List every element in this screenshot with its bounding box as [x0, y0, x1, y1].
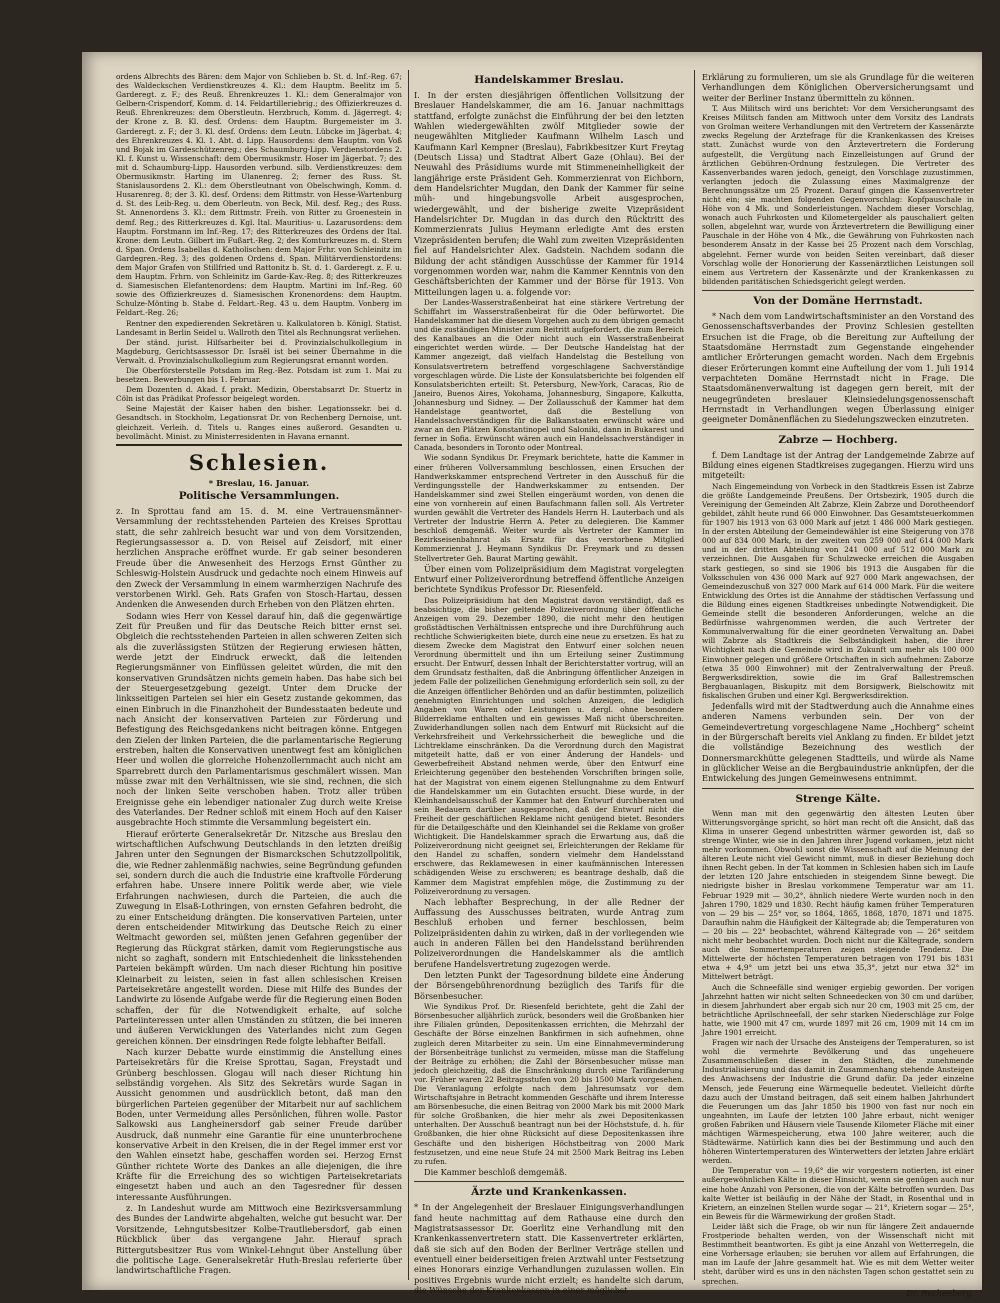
- section-divider: [702, 788, 974, 789]
- column-right: [702, 72, 974, 1298]
- article-paragraph: Jedenfalls wird mit der Stadtwerdung auch die Annahme eines anderen Namens verbunden sein. Der von der Gemeindevertretung vorgeschlagene Name „Hochberg“ scheint in der Bürgerschaft bereits viel Anklang zu finden. Er bildet jetzt die vollständige Bezeichnung des westlich der Donnersmarckhütte gelegenen Stadtteils, und würde als Name in glücklicher Weise an die Bergbauindustrie anknüpfen, der die Entwickelung des jungen Gemeinwesens entnimmt.: [702, 700, 974, 784]
- article-paragraph: Sodann wies Herr von Kessel darauf hin, daß die gegenwärtige Zeit für Preußen und für das Deutsche Reich bitter ernst sei. Obgleich die rechtsstehenden Parteien in allen schweren Zeiten sich als die zuverlässigsten Stützen der Regierung erwiesen hätten, werde jetzt der Eindruck erweckt, daß die leitenden Regierungsmänner von Einflüssen geleitet würden, die mit den konservativen Grundsätzen nichts gemein haben. Das habe sich bei der Steuergesetzgebung gezeigt. Unter dem Drucke der linksseitigen Parteien sei hier ein Gesetz zustande gekommen, das einen Einbruch in die Finanzhoheit der Bundesstaaten bedeute und nach Ansicht der konservativen Parteien zur Förderung und Befestigung des Reichsgedankens nicht beitragen könne. Entgegen den Zielen der linken Parteien, die die parlamentarische Regierung erstreben, halten die Konservativen unentwegt fest am königlichen Heer und wollen die glorreiche Hohenzollernmacht auch nicht am Sparrebrett durch den Parlamentarismus geschmälert wissen. Man müsse zwar mit den Verhältnissen, wie sie sind, rechnen, die sich noch der linken Seite verschoben haben. Trotz aller trüben Ereignisse gehe ein lebendiger nationaler Zug durch weite Kreise des Vaterlandes. Der Redner schloß mit einem Hoch auf den Kaiser ausgebrachte Hoch stimmte die Versammlung begeistert ein.: [116, 610, 402, 828]
- column-rule: [408, 70, 409, 1280]
- section-heading-schlesien: Schlesien.: [188, 449, 330, 475]
- article-paragraph: Erklärung zu formulieren, um sie als Grundlage für die weiteren Verhandlungen dem Königlichen Oberversicherungsamt und weiter der Berliner Instanz übermitteln zu können.: [702, 72, 974, 103]
- column-rule: [694, 70, 695, 1280]
- article-paragraph: Wenn man mit den gegenwärtig den ältesten Leuten über Witterungsvorgänge spricht, so hört man recht oft die Ansicht, daß das Klima in unserer Gegend unbestritten wärmer geworden ist, daß so strenge Winter, wie sie in den Jahren ihrer Jugend vorkamen, jetzt nicht mehr vorkommen. Obwohl sonst die Wissenschaft auf die Meinung der älteren Leute nicht viel Gewicht nimmt, muß in dieser Beziehung doch ihnen Recht geben. In der Tat kommen in Schlesien haben sich im Laufe der letzten 120 Jahre entschieden in steigendem Sinne bewegt. Die niedrigste bisher in Breslau vorkommene Temperatur war am 11. Februar 1929 mit — 30,2°, ähnlich niedere Werte wurden noch in den Jahren 1790, 1829 und 1830. Recht häufig kamen früher Temperaturen von — 29 bis — 25° vor, so 1864, 1865, 1868, 1870, 1871 und 1875. Daraufhin nahm die Häufigkeit der Kältegrade ab; die Temperaturen von — 20 bis — 22° beobachtet, während Kältegrade von — 26° seitdem nicht mehr beobachtet wurden. Doch nicht nur die Kältegrade, sondern auch die Sommertemperaturen zeigen steigende Tendenz. Die Mittelwerte der höchsten Temperaturen betragen von 1791 bis 1831 etwa + 4,9° um jetzt bei uns etwa 35,3°, jetzt nur etwa 32° im Mittelwert beträgt.: [702, 808, 974, 982]
- article-paragraph: * In der Angelegenheit der Breslauer Einigungsverhandlungen fand heute nachmittag auf dem Rathause eine durch den Magistratsassessor Dr. Goerlitz eine Verhandlung mit den Krankenkassenvertretern statt. Die Kassenvertreter erklärten, daß sie sich auf den Boden der Berliner Verträge stellen und eventuell einer beiderseitigen freien Arztwahl unter Festsetzung eines Honorars einzige Verhandlungen zuzulassen wollen. Ein positives Ergebnis wurde nicht erzielt; es handelte sich darum, die Wünsche der Krankenkassen in einer möglichst: [414, 1202, 684, 1295]
- article-paragraph: Nach lebhafter Besprechung, in der alle Redner der Auffassung des Ausschusses beitraten, wurde Antrag zum Beschluß erhoben und ferner beschlossen, beim Polizeipräsidenten dahin zu wirken, daß in der vorliegenden wie auch in anderen Fällen bei den Handelsstand berührenden Polizeiverordnungen die Handelskammer als die amtlich berufene Handelsvertretung zugezogen werde.: [414, 896, 684, 969]
- article-paragraph: Leider läßt sich die Frage, ob wir nun für längere Zeit andauernde Frostperiode behalten werden, von der Wissenschaft nicht mit Bestimmtheit beantworten. Es gibt ja eine Anzahl von Wetterregeln, die eine Vorhersage erlauben; sie beruhen vor allem auf Erfahrungen, die man im Laufe der Jahre gesammelt hat. Wie es mit dem Wetter weiter steht, darüber wird es uns in den nächsten Tagen schon gestattet sein zu sprechen.: [702, 1221, 974, 1286]
- vacancy-notice: Die Oberförsterstelle Potsdam im Reg.-Bez. Potsdam ist zum 1. Mai zu besetzen. Bewerbungen bis 1. Februar.: [116, 366, 402, 385]
- article-paragraph: Der Landes-Wasserstraßenbeirat hat eine stärkere Vertretung der Schiffahrt im Wasserstraßenbeirat für die Oder befürwortet. Die Handelskammer hat die diesem Vorgehen auch zu dem übrigen gemacht und die zuständigen Minister zum Beitritt aufgefordert, die zum Bereich des Kanalbaues an die Oder nicht auch ein Wasserstraßenbeirat eingerichtet werden würde. — Der Deutsche Handelstag hat der Kammer angezeigt, daß vielfach Handelstag die Bestellung von Konsulatsvertretern betreffend vorgeschlagene Sachverständige vorgeschlagen würde. Die Liste der Konsulatsberichte bei folgenden elf Konsulatsberichten erteilt: St. Petersburg, New-York, Caracas, Rio de Janeiro, Buenos Aires, Yokohama, Johannesburg, Singapore, Kalkutta, Johannesburg und Sidney. — Der Zollausschuß der Kammer hat dem Handelstage geantwortet, daß die Bestellung von Handelssachverständigen für die Balkanstaaten erwünscht wäre und zwar an den Plätzen Konstantinopel und Saloniki, dann in Bukarest und ferner in Sofia. Erwünscht wären auch ein Handelssachverständiger in Canada, besonders in Toronto oder Montreal.: [414, 297, 684, 453]
- article-heading-politische-versammlungen: Politische Versammlungen.: [178, 490, 340, 503]
- article-paragraph: Fragen wir nach der Ursache des Ansteigens der Temperaturen, so ist wohl die vermehrte Bevölkerung und das ungeheuere Zusammenschließen dieser in den Städten, die zunehmende Industrialisierung und das damit in Zusammenhang stehende Ansteigen des Anwachsens der Industrie die Grund dafür. Da jeder einzelne Mensch, jede Feuerung eine Wärmequelle bedeutet. Vielleicht dürfte dazu auch der Umstand beitragen, daß seit einem halben Jahrhundert die Feuerungen um das Jahr 1850 bis 1900 von fast nur noch ein ungeahnten, im Laufe der letzten 100 Jahre erbaut, nicht weniger großen Fabriken und Häusern viele Tausende Kilometer Fläche mit einer mächtigen Wärmespeicherung, etwa 100 Jahre weiterer, auch die Städtewärme. Natürlich kann dies bei der Bestimmung und auch den höheren Wintertemperaturen des Winterwetters der letzten Jahre erklärt werden.: [702, 1038, 974, 1166]
- column-middle: [414, 72, 684, 1295]
- article-paragraph: Hierauf erörterte Generalsekretär Dr. Nitzsche aus Breslau den wirtschaftlichen Aufschwung Deutschlands in den letzten dreißig Jahren unter den Segnungen der Bismarckschen Schutzzollpolitik, die, wie Redner zahlenmäßig nachwies, seine Begründung gefunden sei, sondern durch die auch die Industrie eine kraftvolle Förderung erfahren habe. Unsere innere Politik werde aber, wie viele Erfahrungen nachwiesen, durch die Parteien, die auch die Zuwegung in Elsaß-Lothringen, von ernsten Gefahren bedroht, die zu einer Entscheidung drängten. Die konservativen Parteien, unter deren entscheidender Mitwirkung das Deutsche Reich zu einer Weltmacht geworden sei, müßten jenen Gefahren gegenüber der Regierung das Rückgrat stärken, damit vom Regierungstische aus nicht so zaghaft, sondern mit Entschiedenheit die linksstehenden Parteien bekämpft würden. Um nach dieser Richtung hin positive Kleinarbeit zu leisten, seien in fast allen schlesischen Kreisen Parteisekretäre angestellt worden. Diese mit Hilfe des Bundes der Landwirte zu lösende Aufgabe werde für die Regierung einen Boden schaffen, der für die Notwendigkeit erhalte, auf solche Parteiinteressen unter allen Umständen zu stützen, die bei inneren und äußeren Verwicklungen des Vaterlandes nicht zum Gegen gereichen können. Der einsdringen Rede folgte lebhafter Beifall.: [116, 828, 402, 1046]
- appointment-notice: Der ständ. jurist. Hilfsarbeiter bei d. Provinzialschulkollegium in Magdeburg, Gerichtsassessor Dr. Israël ist bei seiner Übernahme in die Verwalt. d. Provinzialschulkollegium zum Regierungsrat ernannt worden.: [116, 337, 402, 365]
- professor-notice: Dem Dozenten d. Akad. f. prakt. Medizin, Oberstabsarzt Dr. Stuertz in Cöln ist das Prädikat Professor beigelegt worden.: [116, 385, 402, 404]
- article-paragraph: * Nach dem vom Landwirtschaftsminister an den Vorstand des Genossenschaftsverbandes der Provinz Schlesien gestellten Ersuchen ist die Frage, ob die Bereitung zur Aufteilung der Staatsdomäne Herrnstadt zum Gegenstande eingehender amtlicher Erörterungen gemacht worden. Nach dem Ergebnis dieser Erörterungen kommt eine Aufteilung der vom 1. Juli 1914 verpachteten Domäne Herrnstadt nicht in Frage. Die Staatsdomänenverwaltung ist dagegen gern bereit, mit der neugegründeten breslauer Kleinsiedelungsgenossenschaft Herrnstadt in Verhandlungen wegen Überlassung einiger geeigneter Domänenflächen zu Siedelungszwecken einzutreten.: [702, 310, 974, 425]
- article-paragraph: Die Kammer beschloß demgemäß.: [424, 1166, 567, 1177]
- awards-list-text: ordens Albrechts des Bären: dem Major von Schlieben b. St. d. Inf.-Reg. 67; des Waldeckschen Verdienstkreuzes 4. Kl.: dem Hauptm. Beelitz im 5. Garderegt. z. F.; des Reuß. Ehrenkreuzes 1. Kl.: dem Generalmajor von Gelbern-Crispendorf, Komm. d. 14. Feldartilleriebrig.; des Offizierkreuzes d. Reuß. Ehrenkreuzes: dem Oberstleutn. Herzbruch, Komm. d. Jägerregt. 4; der Krone z. B. Kl. desf. Ordens: dem Hauptm. Burgemeister im 3. Garderegt. z. F.; der 3. Kl. desf. Ordens: dem Leutn. Lübcke im Jägerbat. 4; des Ehrenkreuzes 4. Kl. 1. Abt. d. Lipp. Hausordens: dem Hauptm. von Voß und Bojak im Gardeschützenreg.; des Schaumburg-Lipp. Verdienstordens 2. Kl. f. Kunst u. Wissenschaft: dem Obermusikmstr. Hoser im Jägerbat. 7; des mit d. Schaumburg-Lipp. Hausorden verbund. silb. Verdienstkreuzes: dem Obermusikmstr. Harting im Ulanenreg. 2; ferner des Russ. St. Stanislausordens 2. Kl.: dem Oberstleutnant von Obelschwingh, Komm. d. Husarenreg. 8; der 3. Kl. desf. Ordens: dem Rittmstr. von Hesse-Wartenburg d. St. des Leib-Reg. u. dem Oberleutn. von Beck, Mil. desf. Reg.; des Russ. St. Annenordens 3. Kl.: dem Rittmstr. Freih. von Ritter zu Groenestein in demf. Reg.; des Ritterkreuzes d. Kgl. Ital. Mauritius- u. Lazarusordens: dem Hauptm. Forstmann im Inf.-Reg. 17; des Ritterkreuzes des Ordens der Ital. Krone: dem Leutn. Gilbert im Fußart.-Reg. 2; des Komturkreuzes m. d. Stern d. Span. Ordens Isabellas d. Katholischen: dem Major Frhr. von Schleinitz im Gardegren.-Reg. 3; des goldenen Ordens d. Span. Militärverdienstordens: dem Major Grafen von Stillfried und Rattonitz b. St. d. 1. Garderegt. z. F. u. dem Hauptm. Frhrn. von Schleinitz im Garde-Kav.-Reg. 8; des Ritterkreuzes d. Siamesischen Elefantenordens: dem Hauptm. Martini im Inf.-Reg. 60 sowie des Offizierkreuzes d. Siamesischen Kronenordens: dem Hauptm. Schulze-Mönting b. Stabe d. Feldart.-Reg. 43 u. dem Hauptm. Vonberg im Feldart.-Reg. 26;: [116, 72, 402, 318]
- article-paragraph: Wie sodann Syndikus Dr. Freymark berichtete, hatte die Kammer in einer früheren Vollversammlung beschlossen, einen Ersuchen der Handwerkskammer entsprechend Vertreter in den Ausschuß für die Verdingungsstelle der Handwerkskammer zu entsenden. Der Handelskammer sind zwei Stellen eingeräumt worden, von denen die eine von vornherein auf einen Baufachmann fallen soll. Als Vertreter wurden gewählt die Vertreter des Handels Herrn H. Lauterbach und als Vertreter der Industrie Herrn A. Peter zu delegieren. Die Kammer beschloß demgemäß. Weiter wurde als Vertreter der Kammer im Bezirkseisenbahnrat als Ersatz für das verstorbene Mitglied Kommerzienrat J. Heymann Syndikus Dr. Freymark und zu dessen Stellvertreter Geh. Baurat Marting gewählt.: [414, 453, 684, 563]
- article-paragraph: Nach kurzer Debatte wurde einstimmig die Anstellung eines Parteisekretärs für die Kreise Sprottau, Sagan, Freystadt und Grünberg beschlossen. Glogau will nach dieser Richtung hin selbständig vorgehen. Als Sitz des Sekretärs wurde Sagan in Aussicht genommen und ausdrücklich betont, daß man den bürgerlichen Parteien gegenüber der Mitarbeit nur auf sachlichem Boden, unter Vermeidung alles Persönlichen, führen wolle. Pastor Salkowski aus Langheinersdorf gab seiner Freude darüber Ausdruck, daß nunmehr eine Garantie für eine ununterbrochene konservative Arbeit in den Kreisen, die in der Regel immer erst vor den Wahlen einsetzt habe, geschaffen worden sei. Herzog Ernst Günther richtete Worte des Dankes an alle diejenigen, die ihre Kräfte für die Erreichung des so wichtigen Parteisekretariats eingesetzt haben und auch an den Tagesredner für dessen interessante Ausführungen.: [116, 1046, 402, 1202]
- column-left: [116, 72, 402, 1282]
- article-paragraph: f. Dem Landtage ist der Antrag der Landgemeinde Zabrze auf Bildung eines eigenen Stadtkreises zugegangen. Hierzu wird uns mitgeteilt:: [702, 449, 974, 481]
- section-divider: [702, 290, 974, 291]
- newspaper-page: [82, 52, 982, 1298]
- title-notice: Rentner den expedierenden Sekretären u. Kalkulatoren b. Königl. Statist. Landesamt in Berlin Seidel u. Wallroth den Titel als Rechnungsrat verliehen.: [116, 318, 402, 337]
- author-signature: Dr. Rechenberg.: [906, 1287, 974, 1298]
- article-paragraph: Wie Syndikus Prof. Dr. Riesenfeld berichtete, geht die Zahl der Börsenbesucher alljährlich zurück, besonders weil die Großbanken hier ihre Filialen gründen, Depositenkassen errichten, die Mehrzahl der Geschäfte der Börse einzelnen Bankfirmen in sich aufnehmen, ohne zugleich deren Mitarbeiter zu sein. Um eine Einnahmeverminderung der Börsenbeiträge tunlichst zu vermeiden, müsse man die Staffelung der Beiträge zu erhöhen; die Zahl der Börsenbesucher müsse man jedoch gleichzeitig, daß die Einschränkung durch eine Tarifänderung vor. Früher waren 22 Beitragsstufen von 20 bis 1500 Mark vorgesehen. Die Veranlagung erfolgte nach dem Jahresumsatz vor dem Wirtschaftsjahre in Betracht kommenden Geschäfte und ihrem Interesse am Börsenbesuche, die einen Beitrag von 2000 Mark bis mit 2000 Mark für solche Großbanken, die hier mehr als zwei Depositenkassen unterhalten. Der Ausschuß beantragt nun bei der Höchststufe, d. h. für Großbanken, die hier ohne Rücksicht auf diese Depositenkassen ihre Geschäfte und den bisherigen Höchstbeitrag von 2000 Mark festzusetzen, und eine neue Stufe 24 mit 2500 Mark Beitrag ins Leben zu rufen.: [414, 1002, 684, 1166]
- article-paragraph: Den letzten Punkt der Tagesordnung bildete eine Änderung der Börsengebührenordnung bezüglich des Tarifs für die Börsenbesucher.: [414, 970, 684, 1001]
- diplomat-notice: Seine Majestät der Kaiser haben den bisher. Legationssekr. bei d. Gesandtsch. in Stockholm, Legationsrat Dr. von Rechenberg Dernoise, unt. gleichzeit. Verleih. d. Titels u. Ranges eines außerord. Gesandten u. bevollmächt. Minist. zu Ministerresidenten in Havana ernannt.: [116, 404, 402, 441]
- article-paragraph: Über einen vom Polizeipräsidium dem Magistrat vorgelegten Entwurf einer Polizeiverordnung betreffend öffentliche Anzeigen berichtete Syndikus Professor Dr. Riesenfeld.: [414, 563, 684, 595]
- article-heading-aerzte: Ärzte und Krankenkassen.: [471, 1186, 627, 1199]
- article-paragraph: Das Polizeipräsidium hat den Magistrat davon verständigt, daß es beabsichtige, die bisher geltende Polizeiverordnung über öffentliche Anzeigen vom 29. Dezember 1890, die nicht mehr den heutigen großstädtischen Verhältnissen entspreche und ihre Durchführung auch rechtliche Schwierigkeiten biete, durch eine neue zu ersetzen. Es hat zu diesem Zwecke dem Magistrat den Entwurf einer solchen neuen Verordnung übermittelt und ihn um Erteilung seiner Zustimmung ersucht. Der Entwurf, dessen Inhalt der Berichterstatter vortrug, will an dem Grundsatz festhalten, daß die Anbringung öffentlicher Anzeigen in jedem Falle der polizeilichen Genehmigung erforderlich sein soll, zu der die Anzeigen öffentlicher Behörden und an dafür bestimmten, polizeilich genehmigten Einrichtungen und solchen Anzeigen, die lediglich Angaben von Waren oder Leistungen u. dergl. ohne besondere Bilderreklame enthalten und ein gewisses Maß nicht überschreiten. Zuwiderhandlungen sollen nach dem Entwurf mit Rücksicht auf die Verkehrsfreiheit und Verkehrssicherheit die bewegliche und die Lichtreklame einschränken. Da die Verordnung durch den Magistrat mitgeteilt hatte, daß er von einer Änderung der Handels- und Gewerbefreiheit Abstand nehmen werde, über den Entwurf eine Erleichterung gegenüber den bestehenden Vorschriften bringen solle, hat der Magistrat von einem eigenen Stellungnahme zu dem Entwurf die Handelskammer um ein Gutachten ersucht. Diese wurde, in der Kleinhandelsausschuß der Kammer hat den Entwurf durchberaten und sein Bedauern darüber ausgesprochen, daß der Entwurf nicht die Freiheit der geschäftlichen Reklame nicht genügend bietet. Besonders für die Detailgeschäfte und den Kleinhandel sei die Reklame von großer Wichtigkeit. Die Handelskammer sprach die Erwartung aus, daß die Polizeiverordnung nicht geeignet sei, Erleichterungen der Reklame für den Handel zu schaffen, sondern vielmehr dem Handelsstand erschwere, das Reklamewesen in einer kaufmännischen Interessen schädigenden Weise zu erschweren; es beantrage deshalb, daß die Kammer dem Magistrat empfehlen möge, die Zustimmung zu der Polizeiverordnung zu versagen.: [414, 595, 684, 896]
- article-paragraph: Auch die Schneefälle sind weniger ergiebig geworden. Der vorigen Jahrzehnt hatten wir nicht selten Schneedecken von 30 cm und darüber, in diesem Jahrhundert aber ergab sich nur 20 cm, 1903 mit 25 cm, der beträchtliche Aprilschneefall, der sehr starken Niederschläge zur Folge hatte, wie 1900 mit 47 cm, wurde 1897 mit 26 cm, 1909 mit 14 cm im Jahre 1901 erreicht.: [702, 982, 974, 1037]
- section-divider: [702, 429, 974, 430]
- article-paragraph: z. In Landeshut wurde am Mittwoch eine Bezirksversammlung des Bundes der Landwirte abgehalten, welche gut besucht war. Der Vorsitzende, Lehngutsbesitzer Kolbe-Trautliebersdorf, gab einen Rückblick über das vergangene Jahr. Hierauf sprach Rittergutsbesitzer Rus vom Winkel-Lehngut über Anstellung über die politische Lage. Generalsekretär Huth-Breslau referierte über landwirtschaftliche Fragen.: [116, 1203, 402, 1276]
- article-paragraph: Nach Eingemeindung von Vorbeck in den Stadtkreis Essen ist Zabrze die größte Landgemeinde Preußens. Der Ortsbezirk, 1905 durch die Vereinigung der Gemeinden Alt Zabrze, Klein Zabrze und Dorotheendorf gebildet, zählt heute rund 66 000 Einwohner. Das Gesamtsteuerkommen für 1907 bis 1913 von 63 000 Mark auf jetzt 1 486 000 Mark gestiegen. In der ersten Abteilung der Gemeindewähler ist eine Steigerung von 378 000 auf 834 000 Mark, in der zweiten von 259 000 auf 614 000 Mark und in der dritten Abteilung von 241 000 auf 512 000 Mark zu verzeichnen. Die Ausgaben für Schulzwecke erreichen die Ausgaben stark gestiegen, so sind sie 1906 bis 1913 die Ausgaben für die Volksschulen von 436 000 Mark auf 927 000 Mark angewachsen, der Gemeindezuschuß von 327 000 Mark auf 614 000 Mark. Für die weitere Entwicklung des Ortes ist die Annahme der städtischen Verfassung und die Bildung eines eigenen Stadtkreises unbedingte Notwendigkeit. Die Gemeinde stellt die besonderen Anforderungen, welche an die Bedürfnisse wahrgenommen werden, die auch Vertreter der Kommunalverwaltung für die einer geordneten Verwaltung an. Dabei will Zabrze als Stadtkreis die Selbständigkeit haben, die ihrer Wichtigkeit nach die Gemeinde wird in Zukunft um mehr als 100 000 Einwohner gelegen und größere Ortschaften in sich aufnehmen: Zaborze (etwa 35 000 Einwohner) mit der Zentralverwaltung der Preuß. Bergwerksdirektion, sowie die im Graf Ballestremschen Bergbauanlagen, Biskupitz mit dem Borsigwerk, Bielschowitz mit fiskalischen Gruben und einer Kgl. Bergwerksdirektion.: [702, 481, 974, 700]
- article-heading-handelskammer: Handelskammer Breslau.: [474, 74, 624, 86]
- article-paragraph: Die Temperatur von — 19,6° die wir vorgestern notierten, ist einer außergewöhnlichen Kälte in dieser Hinsicht, wenn sie genügen auch nur eine hohe Anzahl von Personen, die von der Kälte betroffen wurden. Das kalte Wetter ist beiläufig in der Nähe der Stadt, in Rosenthal und in Krietern, an einzelnen Stellen wurde sogar — 21°, Krietern sogar — 25°, ein Beweis für die Wärmewirkung der großen Stadt.: [702, 1166, 974, 1221]
- article-heading-kaelte: Strenge Kälte.: [795, 792, 881, 805]
- section-divider: [414, 1181, 684, 1182]
- article-paragraph: I. In der ersten diesjährigen öffentlichen Vollsitzung der Breslauer Handelskammer, die am 16. Januar nachmittags stattfand, erfolgte zunächst die Einführung der bei den letzten Wahlen wiedergewählten zwölf Mitglieder sowie der neugewählten Mitglieder Kaufmann Wilhelm Lasch und Kaufmann Karl Kempner (Breslau), Fabrikbesitzer Kurt Freytag (Deutsch Lissa) und Stadtrat Albert Gaze (Ohlau). Bei der Neuwahl des Präsidiums wurde mit Stimmeneinhelligkeit der langjährige erste Präsident Geh. Kommerzienrat von Eichborn, dem Handelsrichter Mugdan, den Dank der Kammer für seine müh- und hingebungsvolle Arbeit ausgesprochen, wiedergewählt, und der bisherige zweite Vizepräsident Handelsrichter Dr. Mugdan in das durch den Rücktritt des Kommerzienrats Julius Heymann erledigte Amt des ersten Vizepräsidenten berufen; die Wahl zum zweiten Vizepräsidenten fiel auf Handelsrichter Alex. Gadstein. Nachdem sodann die Bildung der acht ständigen Ausschüsse der Kammer für 1914 vorgenommen worden war, nahm die Kammer Kenntnis von den Geschäftsberichten der Kammer und der Börse für 1913. Von Mitteilungen lagen u. a. folgende vor:: [414, 90, 684, 297]
- article-paragraph: T. Aus Militsch wird uns berichtet: Vor dem Versicherungsamt des Kreises Militsch fanden am Mittwoch unter dem Vorsitz des Landrats von Grolman weitere Verhandlungen mit den Vertretern der Kassenärzte zwecks Regelung der Arztefrage für die Krankenkassen des Kreises statt. Zunächst wurde von den Ärztevertretern die Forderung aufgestellt, die Vergütung nach Einzelleistungen auf Grund der ärztlichen Gebühren-Ordnung festzulegen. Die Vertreter des Kassenverbandes waren jedoch, geneigt, den Vorschlage zuzustimmen, verlangten jedoch die Zulassung eines Maximalgrenze der Berechnungssätze um 25 Prozent. Darauf gingen die Kassenvertreter nicht ein; sie machten folgenden Gegenvorschlag: Kopfpauschale in Höhe von 4 Mk. und Sonderleistungen. Nachdem dieser Vorschlag, wonach auch Fuhrkosten und Kilometergelder als pauschaliert gelten sollen, abgelehnt war, wurde von Ärztevertretern die Bewilligung einer Pauschale in der Höhe von 4 Mk., die Gewährung von Fuhrkosten nach besonderem Ansatz in der Kasse bei 25 Prozent nach dem Vorschlag, abgelehnt. Ferner wurde von beiden Seiten vereinbart, daß dieser Vorschlag wolle der Honorierung der Kassenärztlichen Leistungen soll einem aus Vertretern der Kassenärzte und der Krankenkassen zu bildenden paritätischen Schiedsgericht gelegt werden.: [702, 104, 974, 286]
- section-divider: [116, 444, 402, 446]
- article-heading-zabrze: Zabrze — Hochberg.: [778, 433, 898, 446]
- dateline: * Breslau, 16. Januar.: [208, 477, 310, 488]
- article-paragraph: z. In Sprottau fand am 15. d. M. eine Vertrauensmänner-Versammlung der rechtsstehenden Parteien des Kreises Sprottau statt, die sehr zahlreich besucht war und von dem Vorsitzenden, Regierungsassessor a. D. von Reisel auf Zeisdorf, mit einer herzlichen Ansprache eröffnet wurde. Er gab seiner besonderen Freude über die Anwesenheit des Herzogs Ernst Günther zu Schleswig-Holstein Ausdruck und gedachte noch einem Hinweis auf den Zweck der Versammlung in einem warmherzigen Nachrufe des verstorbenen Wirkl. Geh. Rats Grafen von Stosch-Hartau, dessen Andenken die Anwesenden durch Erheben von den Plätzen ehrten.: [116, 506, 402, 610]
- article-heading-domaene: Von der Domäne Herrnstadt.: [753, 294, 923, 307]
